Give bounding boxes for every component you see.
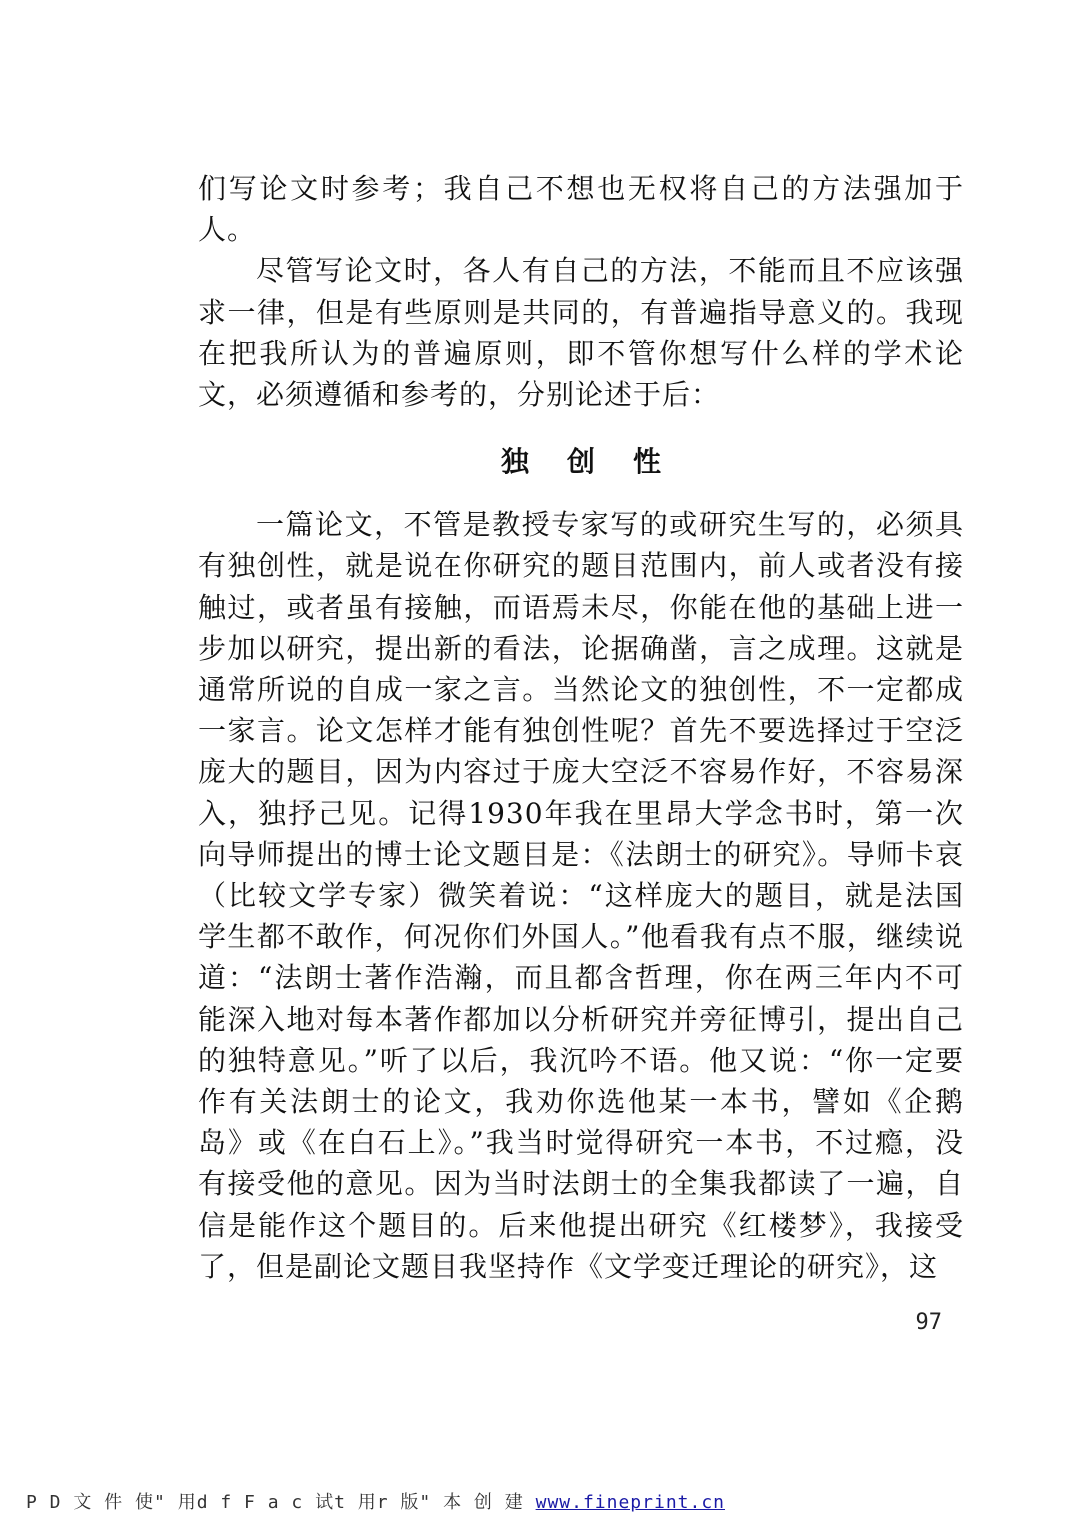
paragraph-principles: 尽管写论文时，各人有自己的方法，不能而且不应该强求一律，但是有些原则是共同的，有普遍指导意义的。我现在把我所认为的普遍原则，即不管你想写什么样的学术论文，必须遵循和参考的，分别论述于后： (198, 254, 964, 412)
paragraph-originality: 一篇论文，不管是教授专家写的或研究生写的，必须具有独创性，就是说在你研究的题目范围内，前人或者没有接触过，或者虽有接触，而语焉未尽，你能在他的基础上进一步加以研究，提出新的看法，论据确凿，言之成理。这就是通常所说的自成一家之言。当然论文的独创性，不一定都成一家言。论文怎样才能有独创性呢？首先不要选择过于空泛庞大的题目，因为内容过于庞大空泛不容易作好，不容易深入，独抒己见。记得1930年我在里昂大学念书时，第一次向导师提出的博士论文题目是：《法朗士的研究》。导师卡哀（比较文学专家）微笑着说：“这样庞大的题目，就是法国学生都不敢作，何况你们外国人。”他看我有点不服，继续说道：“法朗士著作浩瀚，而且都含哲理，你在两三年内不可能深入地对每本著作都加以分析研究并旁征博引，提出自己的独特意见。”听了以后，我沉吟不语。他又说：“你一定要作有关法朗士的论文，我劝你选他某一本书，譬如《企鹅岛》或《在白石上》。”我当时觉得研究一本书，不过瘾，没有接受他的意见。因为当时法朗士的全集我都读了一遍，自信是能作这个题目的。后来他提出研究《红楼梦》，我接受了，但是副论文题目我坚持作《文学变迁理论的研究》，这 (198, 508, 964, 1283)
section-heading: 独创性 (500, 445, 699, 479)
page-number: 97 (915, 1310, 942, 1335)
watermark-text: P D 文 件 使" 用d f F a c 试t 用r 版" 本 创 建 (26, 1492, 536, 1513)
paragraph-continuation: 们写论文时参考；我自己不想也无权将自己的方法强加于人。 (198, 172, 964, 247)
page-body (198, 168, 964, 1287)
pdf-watermark-footer (26, 1488, 1066, 1514)
fineprint-link[interactable]: www.fineprint.cn (535, 1492, 725, 1513)
